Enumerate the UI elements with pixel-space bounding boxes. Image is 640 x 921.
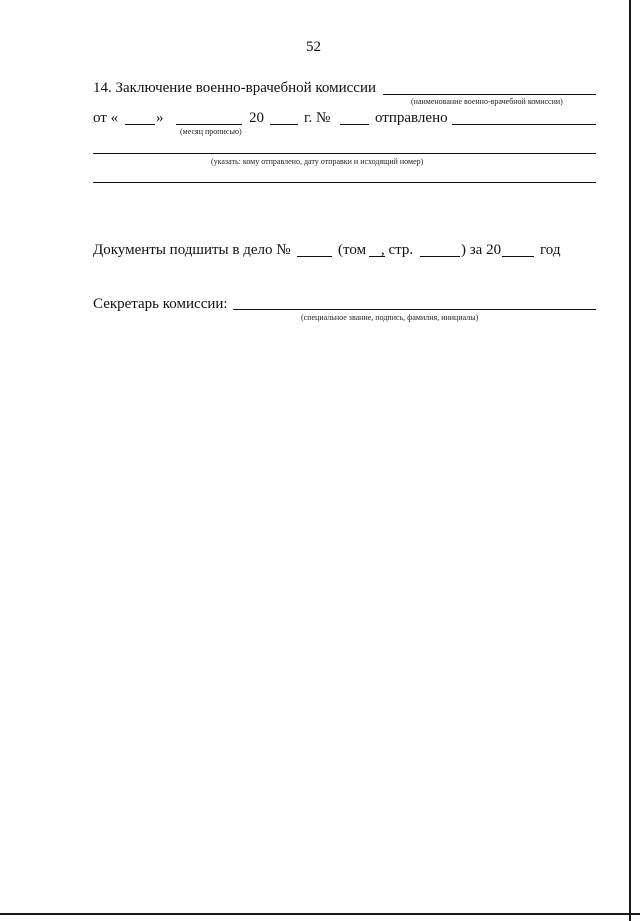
- recipient-line-2: [93, 182, 596, 183]
- from-quote-close: »: [156, 110, 164, 126]
- sent-label: отправлено: [375, 110, 448, 126]
- scan-edge-bottom: [0, 913, 640, 915]
- commission-name-line: [383, 94, 596, 95]
- secretary-label: Секретарь комиссии:: [93, 296, 228, 312]
- secretary-caption: (специальное звание, подпись, фамилия, инициалы): [301, 313, 479, 322]
- year-word: год: [540, 242, 561, 258]
- recipient-line-1: [93, 153, 596, 154]
- secretary-signature-line: [233, 309, 596, 310]
- year-line: [270, 124, 298, 125]
- number-label: г. №: [304, 110, 331, 126]
- sent-caption: (указать: кому отправлено, дату отправки и исходящий номер): [211, 157, 424, 166]
- sent-line: [452, 124, 596, 125]
- scan-edge-right: [629, 0, 631, 921]
- commission-name-caption: (наименование военно-врачебной комиссии): [411, 97, 563, 106]
- month-caption: (месяц прописью): [180, 127, 242, 136]
- case-number-line: [297, 256, 332, 257]
- day-line: [125, 124, 155, 125]
- number-line: [340, 124, 369, 125]
- year-prefix: 20: [249, 110, 264, 126]
- month-line: [176, 124, 242, 125]
- from-prefix: от «: [93, 110, 119, 126]
- documents-year-line: [502, 256, 534, 257]
- year-for-label: ) за 20: [461, 242, 502, 258]
- page-number: 52: [306, 39, 321, 55]
- section-14-title: 14. Заключение военно-врачебной комиссии: [93, 80, 377, 96]
- pages-line: [420, 256, 460, 257]
- documents-prefix: Документы подшиты в дело №: [93, 242, 291, 258]
- tom-label: (том: [338, 242, 367, 258]
- str-label: , стр.: [381, 242, 414, 258]
